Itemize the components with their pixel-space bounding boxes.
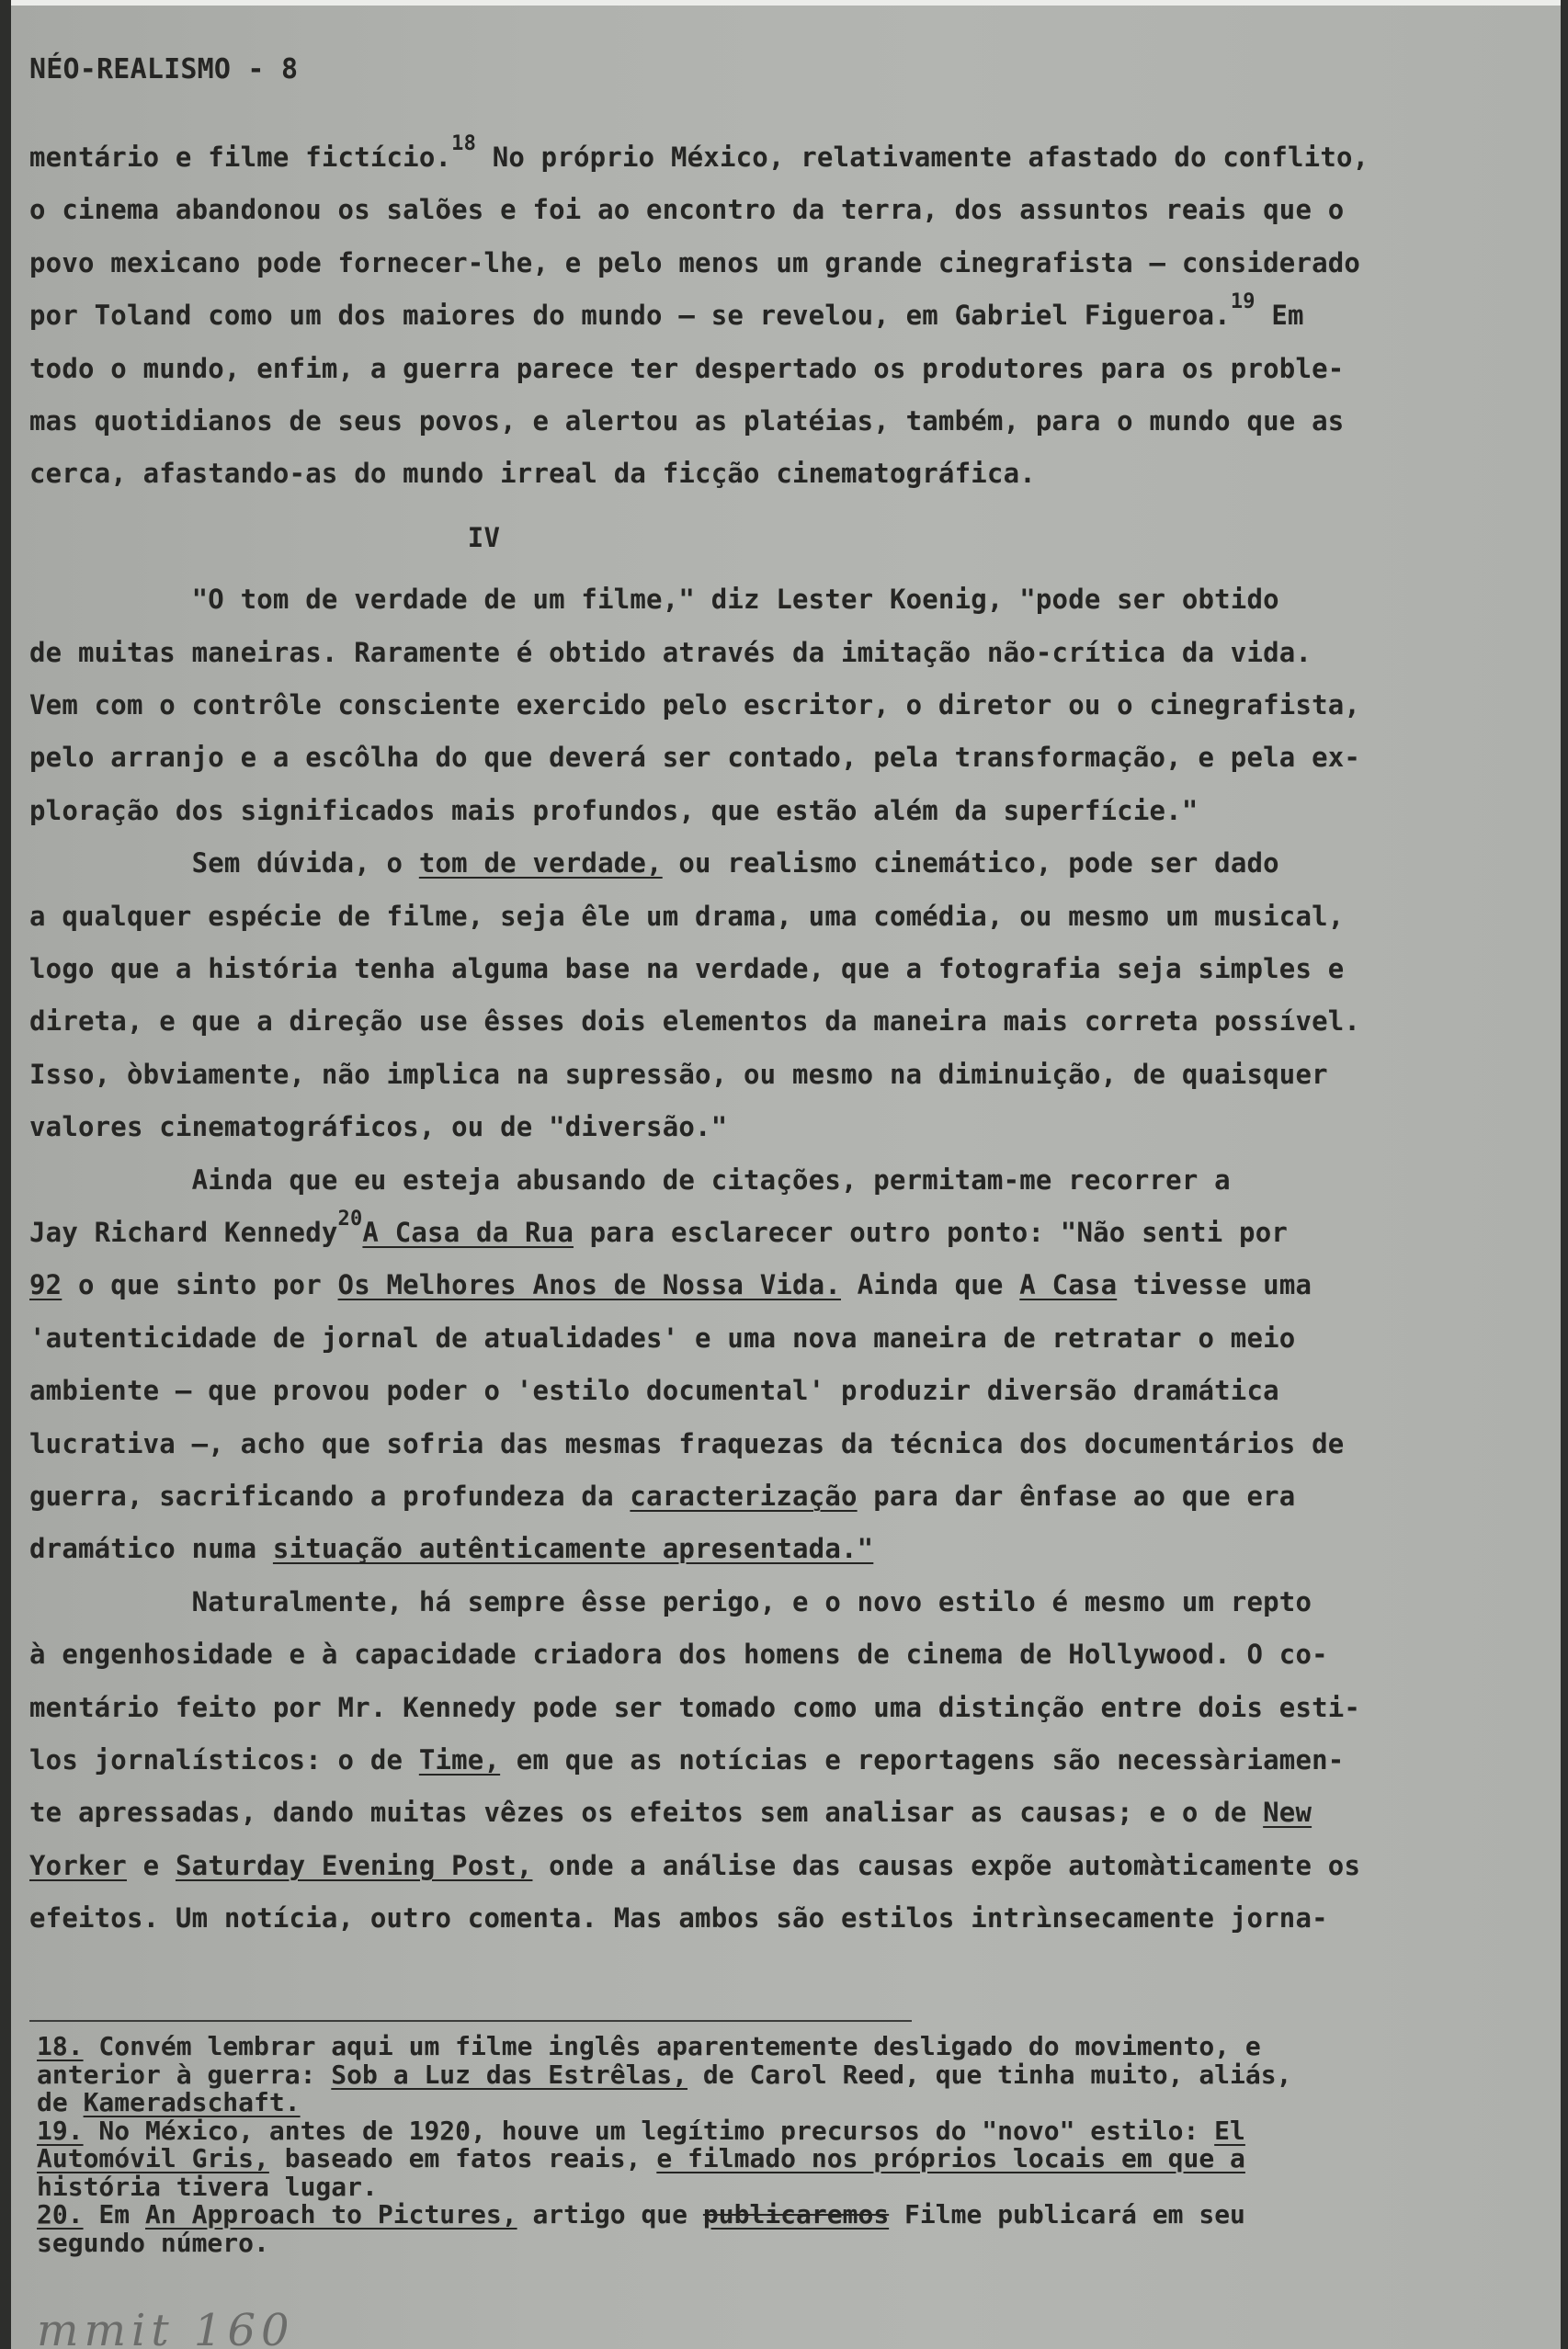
line-text: para esclarecer outro ponto: "Não senti por [574, 1217, 1304, 1248]
line-text: pelo arranjo e a escôlha do que deverá ser contado, pela transformação, e pela ex- [29, 742, 1361, 774]
line-text: o que sinto por [62, 1269, 338, 1301]
text-line [29, 637, 1312, 668]
underlined-title: 20. [37, 2199, 84, 2230]
text-line [29, 1059, 1328, 1090]
footnote-line [37, 2201, 1535, 2229]
running-header [29, 53, 1546, 85]
underlined-title: tom de verdade, [418, 847, 663, 879]
top-edge [0, 0, 1568, 6]
line-text: cerca, afastando-as do mundo irreal da ficção cinematográfica. [29, 458, 1036, 490]
line-text: para dar ênfase ao que era [857, 1481, 1296, 1512]
footnote-text: Em [83, 2199, 146, 2230]
text-line [29, 1208, 1304, 1248]
text-line [29, 689, 1360, 721]
footnote-line [37, 2227, 1535, 2258]
line-text: dramático numa [29, 1533, 273, 1565]
line-text: em que as notícias e reportagens são necessàriamen- [500, 1744, 1345, 1776]
scan-edge-right [1561, 0, 1568, 2349]
text-line [29, 1533, 873, 1564]
header-separator: - [247, 53, 265, 85]
text-line [29, 1902, 1328, 1934]
line-text: Naturalmente, há sempre êsse perigo, e o novo estilo é mesmo um repto [29, 1585, 1312, 1617]
line-text: lucrativa —, acho que sofria das mesmas fraquezas da técnica dos documentários de [29, 1427, 1345, 1459]
footnote-line [37, 2061, 1535, 2089]
text-line [29, 1005, 1360, 1037]
text-line [29, 1481, 1295, 1512]
footnote-text: No México, antes de 1920, houve um legítimo precursos do "novo" estilo: [83, 2115, 1215, 2146]
line-text: Jay Richard Kennedy [29, 1217, 338, 1248]
footnote-text: segundo número. [37, 2227, 269, 2258]
text-line [29, 901, 1344, 932]
text-line [29, 584, 1279, 615]
text-line [29, 795, 1198, 826]
text-line [29, 1692, 1360, 1723]
line-text: guerra, sacrificando a profundeza da [29, 1481, 631, 1512]
line-text: mentário feito por Mr. Kennedy pode ser tomado como uma distinção entre dois esti- [29, 1691, 1361, 1723]
footnote-reference: 18 [451, 132, 477, 155]
line-text: direta, e que a direção use êsses dois elementos da maneira mais correta possível. [29, 1005, 1361, 1038]
line-text: Ainda que [841, 1269, 1020, 1301]
footnote-reference: 19 [1230, 290, 1256, 314]
line-text: Vem com o contrôle consciente exercido pelo escritor, o diretor ou o cinegrafista, [29, 689, 1361, 721]
text-line [29, 1586, 1312, 1617]
line-text: efeitos. Um notícia, outro comenta. Mas ambos são estilos intrìnsecamente jorna- [29, 1902, 1328, 1935]
line-text: mentário e filme fictício. [29, 142, 452, 173]
footnote-line [37, 2145, 1535, 2173]
running-title: NÉO-REALISMO [29, 53, 232, 85]
text-line [29, 847, 1279, 879]
line-text: o cinema abandonou os salões e foi ao encontro da terra, dos assuntos reais que o [29, 194, 1345, 226]
scan-edge-left [0, 0, 11, 2349]
underlined-title: situação autênticamente apresentada." [272, 1533, 874, 1565]
text-line [29, 458, 1036, 489]
text-line [29, 1850, 1360, 1881]
text-line [29, 1639, 1328, 1670]
page-number: 8 [280, 53, 299, 85]
text-line [29, 247, 1360, 278]
text-line [29, 1322, 1295, 1354]
text-line [29, 1375, 1279, 1406]
underlined-title: e filmado nos próprios locais em que a [656, 2143, 1245, 2173]
text-line [29, 194, 1344, 225]
line-text: tivesse uma [1117, 1269, 1312, 1301]
underlined-title: 18. [37, 2031, 84, 2061]
footnote-text: anterior à guerra: [37, 2059, 332, 2090]
underlined-title: publicaremos [702, 2199, 890, 2230]
line-text: Isso, òbviamente, não implica na supressão, ou mesmo na diminuição, de quaisquer [29, 1058, 1328, 1090]
text-line [29, 1269, 1312, 1300]
line-text: ambiente — que provou poder o 'estilo documental' produzir diversão dramática [29, 1375, 1279, 1407]
footnote-line [37, 2117, 1535, 2145]
text-line [29, 1797, 1312, 1828]
text-line [29, 132, 1369, 173]
text-line [29, 522, 500, 553]
underlined-title: Yorker [29, 1849, 127, 1881]
footnote-line [37, 2089, 1535, 2116]
footnote-text: baseado em fatos reais, [268, 2143, 657, 2173]
line-text: te apressadas, dando muitas vêzes os efeitos sem analisar as causas; e o de [29, 1797, 1264, 1829]
footnote-text: Filme publicará em seu [889, 2199, 1245, 2230]
text-line [29, 405, 1344, 437]
underlined-title: El [1214, 2115, 1245, 2146]
footnote-text: artigo que [517, 2199, 703, 2230]
underlined-title: Kameradschaft. [83, 2087, 301, 2117]
line-text: e [126, 1849, 176, 1881]
footnote-text: Convém lembrar aqui um filme inglês aparentemente desligado do movimento, e [83, 2031, 1261, 2061]
footnote-text: de Carol Reed, que tinha muito, aliás, [687, 2059, 1292, 2090]
underlined-title: A Casa da Rua [362, 1217, 574, 1248]
underlined-title: 92 [29, 1269, 62, 1301]
underlined-title: Sob a Luz das Estrêlas, [331, 2059, 688, 2090]
line-text: 'autenticidade de jornal de atualidades' e uma nova maneira de retratar o meio [29, 1322, 1296, 1354]
footnote-text: história tivera lugar. [37, 2171, 378, 2202]
line-text: à engenhosidade e à capacidade criadora dos homens de cinema de Hollywood. O co- [29, 1639, 1328, 1671]
text-line [29, 1111, 727, 1142]
underlined-title: Saturday Evening Post, [175, 1849, 533, 1881]
line-text: IV [29, 521, 501, 553]
text-line [29, 742, 1360, 773]
line-text: de muitas maneiras. Raramente é obtido através da imitação não-crítica da vida. [29, 636, 1312, 668]
handwritten-note: mmit 160 [37, 2305, 295, 2349]
text-line [29, 1744, 1344, 1776]
footnote-rule [29, 2020, 912, 2022]
line-text: todo o mundo, enfim, a guerra parece ter despertado os produtores para os proble- [29, 352, 1345, 384]
line-text: Em [1255, 300, 1304, 332]
line-text: los jornalísticos: o de [29, 1744, 419, 1776]
footnote-line [37, 2033, 1535, 2060]
underlined-title: A Casa [1019, 1269, 1118, 1301]
underlined-title: 19. [37, 2115, 84, 2146]
line-text: por Toland como um dos maiores do mundo — se revelou, em Gabriel Figueroa. [29, 300, 1231, 332]
footnote-reference: 20 [337, 1208, 363, 1231]
line-text: mas quotidianos de seus povos, e alertou as platéias, também, para o mundo que as [29, 405, 1345, 437]
line-text: logo que a história tenha alguma base na verdade, que a fotografia seja simples e [29, 953, 1345, 984]
line-text: ou realismo cinemático, pode ser dado [662, 847, 1279, 879]
line-text: Sem dúvida, o [29, 847, 419, 879]
line-text: onde a análise das causas expõe automàticamente os [532, 1849, 1361, 1881]
underlined-title: Automóvil Gris, [37, 2143, 269, 2173]
text-line [29, 353, 1344, 384]
line-text: Ainda que eu esteja abusando de citações, permitam-me recorrer a [29, 1163, 1231, 1196]
line-text: valores cinematográficos, ou de "diversão." [29, 1111, 728, 1143]
underlined-title: caracterização [630, 1481, 858, 1512]
line-text: No próprio México, relativamente afastado do conflito, [476, 142, 1369, 173]
underlined-title: Time, [418, 1744, 501, 1776]
underlined-title: Os Melhores Anos de Nossa Vida. [337, 1269, 841, 1301]
text-line [29, 290, 1304, 332]
line-text: a qualquer espécie de filme, seja êle um drama, uma comédia, ou mesmo um musical, [29, 900, 1345, 932]
line-text: "O tom de verdade de um filme," diz Lester Koenig, "pode ser obtido [29, 584, 1279, 616]
underlined-title: An Approach to Pictures, [145, 2199, 517, 2230]
line-text: ploração dos significados mais profundos, que estão além da superfície." [29, 794, 1199, 826]
text-line [29, 1428, 1344, 1459]
footnote-text: de [37, 2087, 84, 2117]
text-line [29, 1164, 1231, 1196]
footnote-line [37, 2173, 1535, 2201]
text-line [29, 953, 1344, 984]
line-text: povo mexicano pode fornecer-lhe, e pelo menos um grande cinegrafista — considerado [29, 246, 1361, 278]
underlined-title: New [1263, 1797, 1312, 1829]
